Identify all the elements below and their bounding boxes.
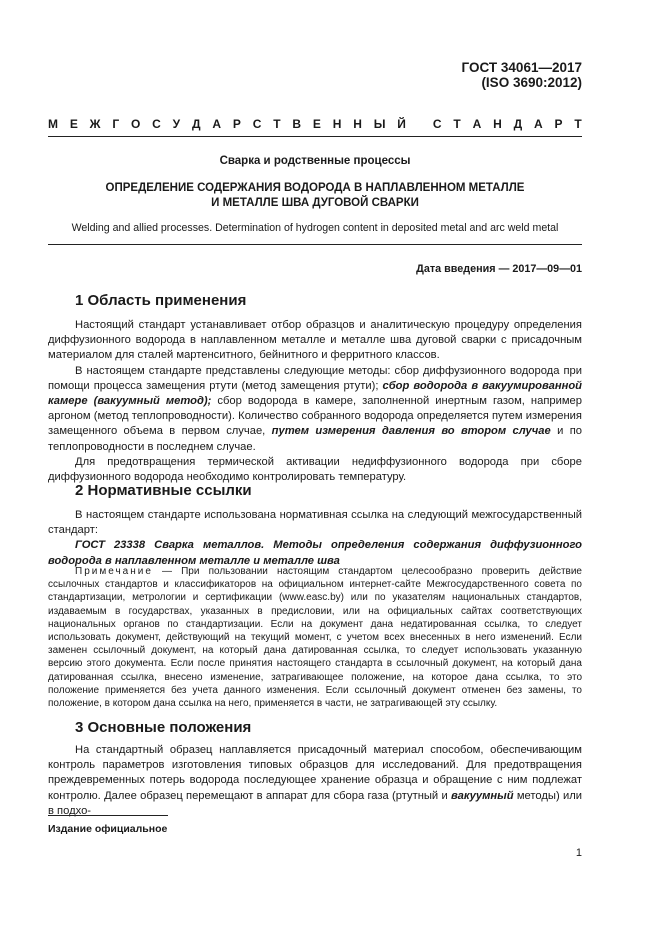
section1-heading: 1 Область применения (75, 292, 247, 309)
page-number: 1 (575, 847, 582, 859)
standard-type-letter: Е (312, 117, 321, 131)
standard-type-letter: Т (574, 117, 582, 131)
standard-type-letter: С (252, 117, 262, 131)
section2-note (48, 565, 582, 710)
section2-ref: ГОСТ 23338 Сварка металлов. Методы определения содержания диффузионного водорода в наплавленном металле и металле шва (48, 539, 582, 567)
edition-label: Издание официальное (48, 823, 168, 835)
section1-body (48, 318, 582, 485)
standard-type-letter: Т (453, 117, 461, 131)
section1-p1: Настоящий стандарт устанавливает отбор образцов и аналитическую процедуру определения диффузионного водорода в наплавленном металле и металле шва дуговой сварки с присадочным материалом для сталей мартенситного, бейнитного и ферритного классов. (48, 319, 582, 362)
section1-p2-e: и по теплопроводности в последнем случае. (48, 425, 582, 453)
standard-type-letter: С (152, 117, 161, 131)
standard-type (48, 117, 582, 131)
standard-type-letter: Т (273, 117, 281, 131)
section3-heading: 3 Основные положения (75, 719, 252, 736)
standard-type-letter: М (48, 117, 58, 131)
standard-type-letter: В (292, 117, 302, 131)
section3-p1-a: На стандартный образец наплавляется присадочный материал способом, обеспечивающим контроль параметров изготовления типовых образцов для исследований. Для предотвращения преждевременных потерь водорода последующее хранение образца и обращение с ним подлежат контролю. Далее образец перемещают в аппарат для сбора газа (ртутный и (48, 744, 582, 802)
standard-type-letter: Р (554, 117, 563, 131)
standard-type-letter: Н (332, 117, 342, 131)
section1-p2-d: путем измерения давления во втором случае (271, 425, 551, 438)
iso-code: (ISO 3690:2012) (481, 75, 582, 90)
section3-p1-b: вакуумный (451, 789, 514, 802)
series-title: Сварка и родственные процессы (219, 155, 411, 167)
section3-p1 (48, 743, 582, 819)
intro-date: Дата введения — 2017—09—01 (416, 263, 582, 275)
standard-type-letter: Ы (373, 117, 386, 131)
main-title (48, 181, 582, 211)
standard-type-letter: А (533, 117, 543, 131)
standard-type-letter: С (432, 117, 442, 131)
standard-type-letter: Г (112, 117, 120, 131)
note-label: Примечание (75, 566, 153, 577)
gost-code: ГОСТ 34061—2017 (461, 60, 582, 75)
main-title-line2: И МЕТАЛЛЕ ШВА ДУГОВОЙ СВАРКИ (211, 197, 419, 209)
section1-p3: Для предотвращения термической активации недиффузионного водорода при сборе диффузионного водорода необходимо контролировать температуру. (48, 455, 582, 484)
footer-divider (48, 815, 168, 816)
note-text: — При пользовании настоящим стандартом целесообразно проверить действие ссылочных стандартов и классификаторов на официальном интернет-сайте Межгосударственного совета по стандартизации, метрологии и сертификации (www.easc.by) или по указателям национальных стандартов, издаваемым в государствах, указанных в предисловии, или на официальных сайтах соответствующих национальных органов по стандартизации. Если на документ дана недатированная ссылка, то следует использовать документ, действующий на текущий момент, с учетом всех внесенных в него изменений. Если заменен ссылочный документ, на который дана датированная ссылка, то следует использовать указанную версию этого документа. Если после принятия настоящего стандарта в ссылочный документ, на который дана датированная ссылка, внесено изменение, затрагивающее положение, на которое дана ссылка, то это положение применяется без учета данного изменения. Если ссылочный документ отменен без замены, то положение, в котором дана ссылка на него, применяется в части, не затрагивающей эту ссылку. (48, 566, 582, 710)
top-divider (48, 136, 582, 137)
english-title: Welding and allied processes. Determination of hydrogen content in deposited metal and arc weld metal (71, 222, 559, 234)
section1-p2-b: сбор водорода в вакуумированной камере (вакуумный метод); (48, 379, 583, 408)
section1-p2 (48, 364, 582, 455)
standard-type-letter: Е (69, 117, 78, 131)
section2-p1: В настоящем стандарте использована нормативная ссылка на следующий межгосударственный стандарт: (48, 509, 582, 537)
section1-p2-a: В настоящем стандарте представлены следующие методы: сбор диффузионного водорода при помощи процесса замещения ртути (метод замещения ртути); (48, 364, 582, 392)
standard-type-letter: А (212, 117, 222, 131)
standard-type-letter: А (472, 117, 482, 131)
standard-type-letter: Й (397, 117, 406, 131)
title-divider (48, 244, 582, 245)
section1-p2-c: сбор водорода в камере, заполненной инертным газом, например аргоном (метод теплопроводности). Количество собранного водорода определяется путем измерения замещенного объема в первом случае, (48, 395, 582, 438)
standard-type-letter (418, 117, 421, 131)
section2-body (48, 508, 582, 569)
standard-type-letter: Д (513, 117, 523, 131)
section3-p1-c: методы) или в подхо- (48, 789, 582, 817)
standard-type-letter: О (131, 117, 141, 131)
standard-type-letter: Ж (89, 117, 101, 131)
standard-type-letter: Н (353, 117, 362, 131)
standard-type-letter: Н (493, 117, 502, 131)
standard-type-letter: У (172, 117, 181, 131)
section2-heading: 2 Нормативные ссылки (75, 482, 252, 499)
standard-type-letter: Р (232, 117, 241, 131)
main-title-line1: ОПРЕДЕЛЕНИЕ СОДЕРЖАНИЯ ВОДОРОДА В НАПЛАВЛЕННОМ МЕТАЛЛЕ (105, 182, 525, 194)
standard-type-letter: Д (191, 117, 201, 131)
